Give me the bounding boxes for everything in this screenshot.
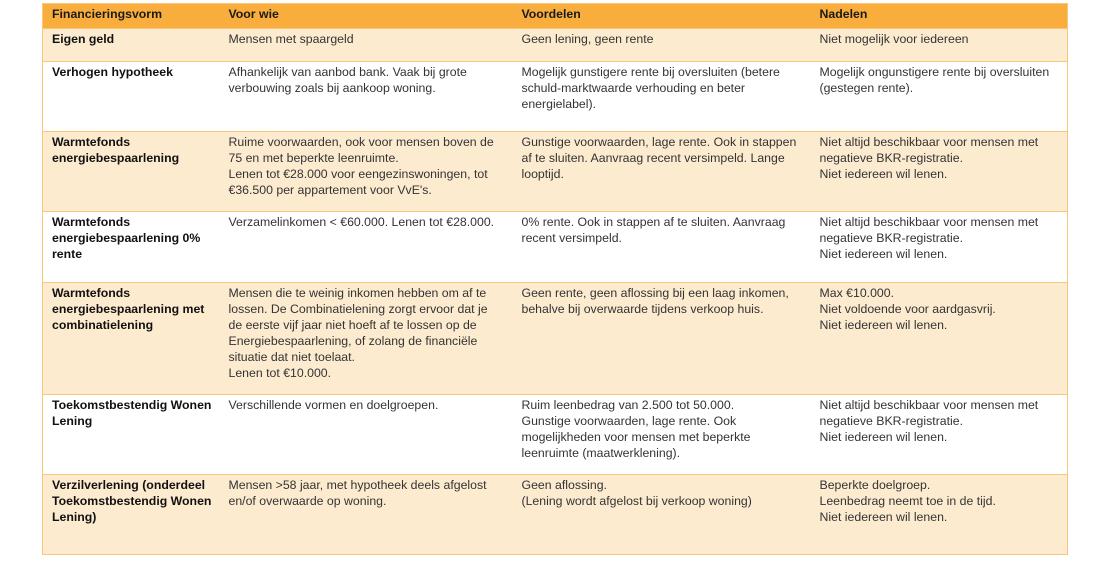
cell-voordelen [513, 29, 811, 62]
table-row [43, 395, 1068, 475]
cell-text-line: Warmtefonds energiebespaarlening 0% rente [52, 215, 201, 261]
cell-text-line: (Lening wordt afgelost bij verkoop woning) [521, 494, 752, 508]
cell-text-line: Eigen geld [52, 32, 115, 46]
table-row [43, 62, 1068, 132]
cell-text-line: Verschillende vormen en doelgroepen. [228, 398, 439, 412]
cell-financieringsvorm [43, 395, 220, 475]
cell-nadelen [811, 212, 1068, 283]
cell-text-line: Warmtefonds energiebespaarlening [52, 135, 180, 165]
cell-financieringsvorm [43, 29, 220, 62]
table-row [43, 132, 1068, 212]
cell-text-line: Verhogen hypotheek [52, 65, 173, 79]
cell-nadelen [811, 475, 1068, 555]
cell-voor-wie [220, 132, 513, 212]
cell-text-line: Niet voldoende voor aardgasvrij. [819, 302, 996, 316]
cell-text-line: Lenen tot €10.000. [228, 366, 332, 380]
cell-text-line: Geen lening, geen rente [521, 32, 654, 46]
financing-table [42, 3, 1068, 555]
cell-text-line: Lenen tot €28.000 voor eengezinswoningen, tot €36.500 per appartement voor VvE's. [228, 167, 488, 197]
cell-text-line: Ruim leenbedrag van 2.500 tot 50.000. [521, 398, 735, 412]
cell-text-line: Warmtefonds energiebespaarlening met combinatielening [52, 286, 205, 332]
cell-financieringsvorm [43, 475, 220, 555]
cell-text-line: Niet mogelijk voor iedereen [819, 32, 969, 46]
cell-text-line: Niet iedereen wil lenen. [819, 318, 948, 332]
cell-text-line: Mensen die te weinig inkomen hebben om af te lossen. De Combinatielening zorgt ervoor dat je de eerste vijf jaar niet hoeft af te lossen op de Energiebespaarlening, of zolang de financiële situatie dat niet toelaat. [228, 286, 488, 364]
cell-voor-wie [220, 475, 513, 555]
cell-text-line: Max €10.000. [819, 286, 895, 300]
header-financieringsvorm: Financieringsvorm [43, 4, 220, 29]
cell-text-line: Verzilverlening (onderdeel Toekomstbestendig Wonen Lening) [52, 478, 212, 524]
cell-text-line: 0% rente. Ook in stappen af te sluiten. Aanvraag recent versimpeld. [521, 215, 786, 245]
cell-voordelen [513, 62, 811, 132]
cell-voordelen [513, 132, 811, 212]
cell-text-line: Niet iedereen wil lenen. [819, 510, 948, 524]
cell-voordelen [513, 283, 811, 395]
cell-text-line: Mensen >58 jaar, met hypotheek deels afgelost en/of overwaarde op woning. [228, 478, 487, 508]
cell-text-line: Niet altijd beschikbaar voor mensen met negatieve BKR-registratie. [819, 398, 1039, 428]
header-voor-wie: Voor wie [220, 4, 513, 29]
cell-nadelen [811, 132, 1068, 212]
cell-text-line: Gunstige voorwaarden, lage rente. Ook mogelijkheden voor mensen met beperkte leenruimte (maatwerklening). [521, 414, 751, 460]
cell-text-line: Verzamelinkomen < €60.000. Lenen tot €28.000. [228, 215, 495, 229]
table-row [43, 283, 1068, 395]
cell-text-line: Mensen met spaargeld [228, 32, 354, 46]
cell-voordelen [513, 475, 811, 555]
cell-voordelen [513, 212, 811, 283]
cell-text-line: Toekomstbestendig Wonen Lening [52, 398, 212, 428]
cell-text-line: Gunstige voorwaarden, lage rente. Ook in stappen af te sluiten. Aanvraag recent versimpeld. Lange looptijd. [521, 135, 797, 181]
cell-voor-wie [220, 29, 513, 62]
cell-financieringsvorm [43, 62, 220, 132]
cell-text-line: Mogelijk ongunstigere rente bij oversluiten (gestegen rente). [819, 65, 1050, 95]
cell-voor-wie [220, 283, 513, 395]
cell-voor-wie [220, 395, 513, 475]
cell-nadelen [811, 395, 1068, 475]
cell-financieringsvorm [43, 132, 220, 212]
header-voordelen: Voordelen [513, 4, 811, 29]
cell-text-line: Niet iedereen wil lenen. [819, 167, 948, 181]
table-row [43, 475, 1068, 555]
cell-financieringsvorm [43, 283, 220, 395]
cell-financieringsvorm [43, 212, 220, 283]
table-header-row [43, 4, 1068, 29]
cell-nadelen [811, 29, 1068, 62]
table-row [43, 212, 1068, 283]
header-nadelen: Nadelen [811, 4, 1068, 29]
cell-voordelen [513, 395, 811, 475]
cell-text-line: Leenbedrag neemt toe in de tijd. [819, 494, 996, 508]
cell-text-line: Geen rente, geen aflossing bij een laag inkomen, behalve bij overwaarde tijdens verkoop huis. [521, 286, 789, 316]
cell-text-line: Niet iedereen wil lenen. [819, 430, 948, 444]
cell-text-line: Beperkte doelgroep. [819, 478, 931, 492]
cell-nadelen [811, 283, 1068, 395]
cell-text-line: Niet altijd beschikbaar voor mensen met negatieve BKR-registratie. [819, 135, 1039, 165]
cell-voor-wie [220, 212, 513, 283]
cell-text-line: Ruime voorwaarden, ook voor mensen boven de 75 en met beperkte leenruimte. [228, 135, 494, 165]
cell-text-line: Afhankelijk van aanbod bank. Vaak bij grote verbouwing zoals bij aankoop woning. [228, 65, 467, 95]
cell-voor-wie [220, 62, 513, 132]
cell-nadelen [811, 62, 1068, 132]
table-row [43, 29, 1068, 62]
cell-text-line: Niet altijd beschikbaar voor mensen met negatieve BKR-registratie. [819, 215, 1039, 245]
cell-text-line: Mogelijk gunstigere rente bij oversluiten (betere schuld-marktwaarde verhouding en beter energielabel). [521, 65, 780, 111]
cell-text-line: Niet iedereen wil lenen. [819, 247, 948, 261]
cell-text-line: Geen aflossing. [521, 478, 607, 492]
